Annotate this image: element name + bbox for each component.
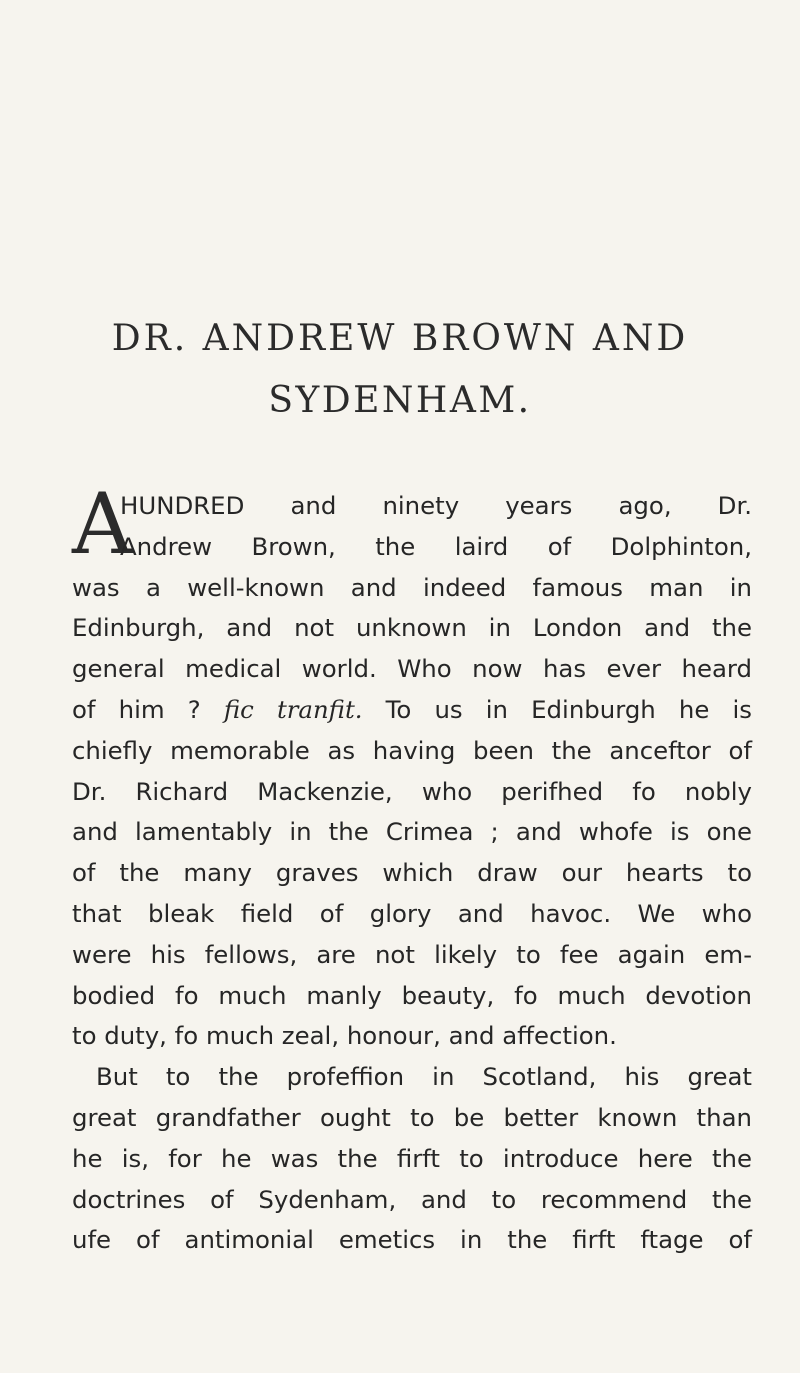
text-line: bodied fo much manly beauty, fo much devotion [72,980,752,1010]
text-line: great grandfather ought to be better known than [72,1102,752,1132]
text-fragment: To us in Edinburgh he is [362,694,752,724]
text-line: chiefly memorable as having been the anceftor of [72,735,752,765]
latin-phrase: fic tranfit. [223,694,363,724]
drop-cap: A [72,475,133,573]
text-line: HUNDRED and ninety years ago, Dr. [120,491,752,520]
text-line: and lamentably in the Crimea ; and whofe is one [72,817,752,847]
text-line: to duty, fo much zeal, honour, and affection. [72,1021,617,1051]
text-line: he is, for he was the firft to introduce here the [72,1143,752,1173]
text-line: Dr. Richard Mackenzie, who perifhed fo nobly [72,776,752,806]
text-line: were his fellows, are not likely to fee again em- [72,939,752,969]
text-line: ufe of antimonial emetics in the firft ftage of [72,1225,752,1255]
text-line: But to the profeffion in Scotland, his great [96,1062,752,1092]
text-fragment: of him ? [72,694,224,724]
body-paragraphs [72,486,752,1261]
text-line: general medical world. Who now has ever heard [72,654,752,684]
text-line: was a well-known and indeed famous man in [72,572,752,602]
chapter-title-line-1: DR. ANDREW BROWN AND [111,318,689,359]
text-line: that bleak field of glory and havoc. We who [72,898,752,928]
text-line: of the many graves which draw our hearts to [72,858,752,888]
text-line: Andrew Brown, the laird of Dolphinton, [120,531,752,561]
text-line: doctrines of Sydenham, and to recommend the [72,1184,752,1214]
text-line [72,690,752,731]
chapter-title-line-2: SYDENHAM. [268,380,532,421]
text-line: Edinburgh, and not unknown in London and the [72,613,752,643]
